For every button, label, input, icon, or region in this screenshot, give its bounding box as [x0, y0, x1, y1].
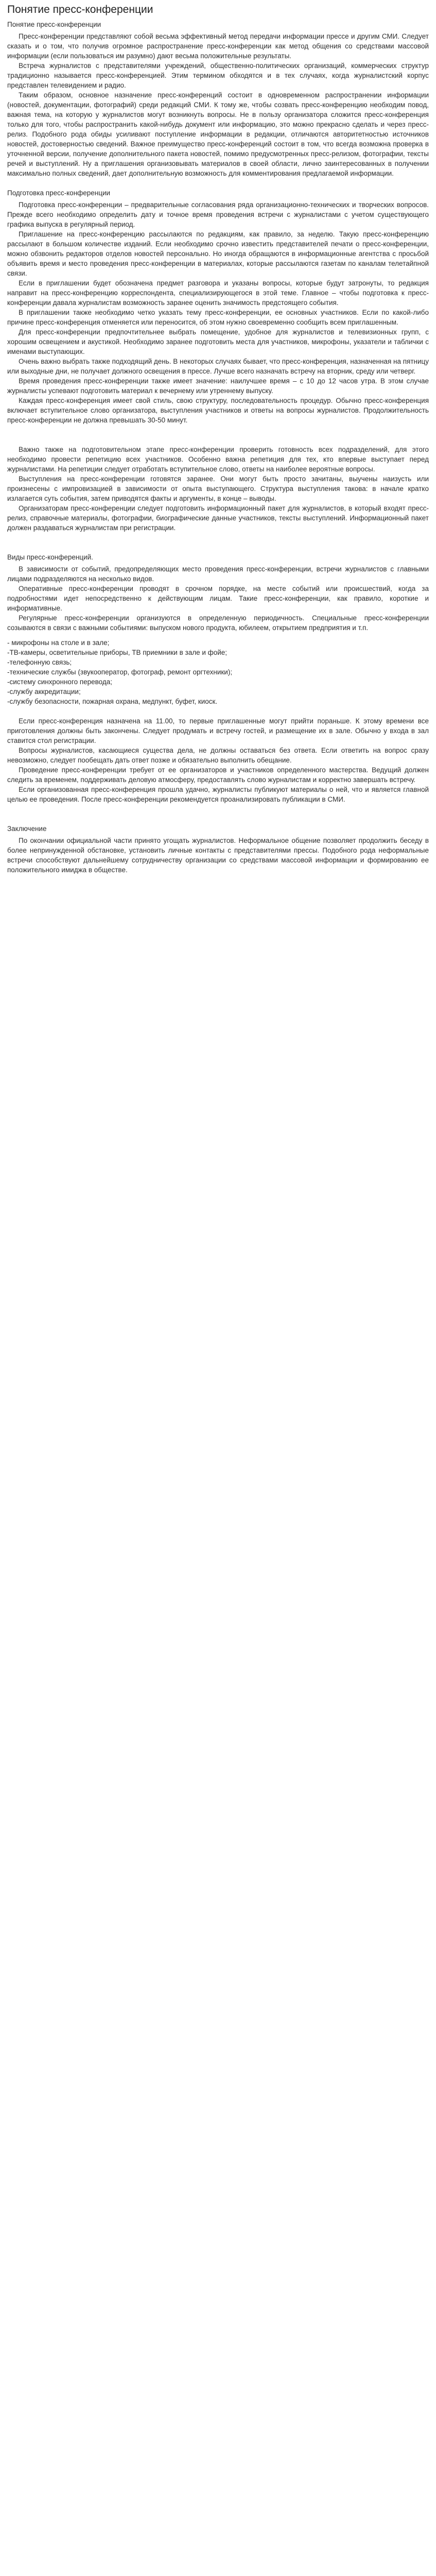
paragraph: Проведение пресс-конференции требует от ее организаторов и участников определенного мастерства. Ведущий должен следить за временем, поддерживать деловую атмосферу, предоставлять слово журналистам и корректно завершать встречу.	[7, 766, 429, 784]
section-preparation	[7, 188, 429, 425]
paragraph: Оперативные пресс-конференции проводят в срочном порядке, на месте событий или происшествий, когда за подробностями идет непосредственно к действующим лицам. Такие пресс-конференции, как правило, короткие и информативные.	[7, 585, 429, 612]
section-heading-conclusion: Заключение	[7, 825, 47, 833]
section-participants	[7, 445, 429, 533]
section-conduct	[7, 716, 429, 804]
list-item: -систему синхронного перевода;	[7, 678, 113, 686]
section-concept	[7, 20, 429, 178]
section-heading-concept: Понятие пресс-конференции	[7, 21, 101, 28]
paragraph: Важно также на подготовительном этапе пресс-конференции проверить готовность всех подразделений, для этого необходимо провести репетицию всех участников. Особенно важна репетиция для тех, кто впервые выступает перед журналистами. На репетиции следует отработать вступительное слово, ответы на наиболее вероятные вопросы.	[7, 446, 429, 473]
paragraph: По окончании официальной части принято угощать журналистов. Неформальное общение позволяет продолжить беседу в более непринужденной обстановке, установить личные контакты с представителями прессы. Подобного рода неформальные встречи способствуют дальнейшему сотрудничеству организации со средствами массовой информации и формированию ее положительного имиджа в обществе.	[7, 837, 429, 874]
paragraph: Если организованная пресс-конференция прошла удачно, журналисты публикуют материалы о ней, что и является главной целью ее проведения. После пресс-конференции рекомендуется проанализировать публикации в СМИ.	[7, 786, 429, 803]
section-heading-types: Виды пресс-конференций.	[7, 553, 93, 561]
paragraph: В зависимости от событий, предопределяющих место проведения пресс-конференции, встречи журналистов с главными лицами подразделяются на несколько видов.	[7, 565, 429, 583]
paragraph: Регулярные пресс-конференции организуются в определенную периодичность. Специальные пресс-конференции созываются в связи с важными событиями: выпуском нового продукта, юбилеем, открытием предприятия и т.п.	[7, 614, 429, 632]
section-types	[7, 552, 429, 633]
paragraph: Очень важно выбрать также подходящий день. В некоторых случаях бывает, что пресс-конференция, назначенная на пятницу или выходные дни, не получает должного освещения в прессе. Лучше всего назначать встречу на вторник, среду или четверг.	[7, 358, 429, 375]
paragraph: Встреча журналистов с представителями учреждений, общественно-политических организаций, коммерческих структур традиционно называется пресс-конференцией. Этим термином обходятся и в тех случаях, когда журналистский корпус представлен телевидением и радио.	[7, 62, 429, 89]
section-heading-preparation: Подготовка пресс-конференции	[7, 189, 111, 197]
paragraph: Организаторам пресс-конференции следует подготовить информационный пакет для журналистов, в который входят пресс-релиз, справочные материалы, фотографии, биографические данные участников, тексты выступлений. Информационный пакет должен раздаваться журналистам при регистрации.	[7, 504, 429, 532]
paragraph: Если в приглашении будет обозначена предмет разговора и указаны вопросы, которые будут затронуты, то редакция направит на пресс-конференцию корреспондента, специализирующегося в этой теме. Главное – чтобы подготовка к пресс-конференции давала журналистам возможность заранее оценить значимость предстоящего события.	[7, 279, 429, 307]
paragraph: Пресс-конференции представляют собой весьма эффективный метод передачи информации прессе и другим СМИ. Следует сказать и о том, что получив огромное распространение пресс-конференции как метод общения со средствами массовой информации (если пользоваться им разумно) дают весьма положительные результаты.	[7, 32, 429, 60]
section-conclusion	[7, 824, 429, 875]
list-item: -технические службы (звукооператор, фотограф, ремонт оргтехники);	[7, 668, 233, 676]
paragraph: Каждая пресс-конференция имеет свой стиль, свою структуру, последовательность процедур. Обычно пресс-конференция включает вступительное слово организатора, выступления участников и ответы на вопросы журналистов. Продолжительность пресс-конференции не должна превышать 30-50 минут.	[7, 397, 429, 424]
paragraph: Вопросы журналистов, касающиеся существа дела, не должны оставаться без ответа. Если ответить на вопрос сразу невозможно, следует пообещать дать ответ позже и обязательно выполнить обещание.	[7, 747, 429, 764]
paragraph: Приглашение на пресс-конференцию рассылаются по редакциям, как правило, за неделю. Такую пресс-конференцию рассылают в большом количестве изданий. Если необходимо срочно известить представителей печати о пресс-конференции, можно обзвонить редакторов отделов новостей персонально. Но иногда обращаются в информационные агентства с просьбой объявить время и место проведения пресс-конференции в материалах, которые рассылаются газетам по каналам телетайпной связи.	[7, 230, 429, 277]
paragraph: Подготовка пресс-конференции – предварительные согласования ряда организационно-технических и творческих вопросов. Прежде всего необходимо определить дату и точное время проведения встречи с журналистами с учетом существующего графика выпуска в регулярный период.	[7, 201, 429, 228]
paragraph: Время проведения пресс-конференции также имеет значение: наилучшее время – с 10 до 12 часов утра. В этом случае журналисты успевают подготовить материал к вечернему или утреннему выпуску.	[7, 377, 429, 395]
list-item: -службу безопасности, пожарная охрана, медпункт, буфет, киоск.	[7, 698, 218, 705]
list-item: -телефонную связь;	[7, 658, 72, 666]
paragraph: В приглашении также необходимо четко указать тему пресс-конференции, ее основных участников. Если по какой-либо причине пресс-конференция отменяется или переносится, об этом нужно своевременно сообщить всем приглашенным.	[7, 309, 429, 326]
paragraph: Выступления на пресс-конференции готовятся заранее. Они могут быть просто зачитаны, выучены наизусть или произнесены с импровизацией в зависимости от опыта выступающего. Структура выступления такова: в начале кратко излагается суть события, затем приводятся факты и аргументы, в конце – выводы.	[7, 475, 429, 502]
list-item: -ТВ-камеры, осветительные приборы, ТВ приемники в зале и фойе;	[7, 649, 228, 656]
page-title: Понятие пресс-конференции	[7, 4, 153, 15]
list-item: -службу аккредитации;	[7, 688, 81, 696]
equipment-list	[7, 638, 429, 706]
paragraph: Таким образом, основное назначение пресс-конференций состоит в одновременном распространении информации (новостей, документации, фотографий) среди редакций СМИ. К тому же, чтобы созвать пресс-конференцию необходим повод, важная тема, на которую у журналистов могут возникнуть вопросы. Не в пользу организатора сложится пресс-конференция только для того, чтобы распространить какой-нибудь документ или информацию, это можно прекрасно сделать и через пресс-релиз. Подобного рода обиды усиливают поступление информации в редакции, отличаются авторитетностью источников новостей, достоверностью сведений. Важное преимущество пресс-конференций состоит в том, что всегда возможна проверка в уточненной версии, получение дополнительного пакета новостей, помимо предусмотренных пресс-релизом, фотографии, тексты речей и выступлений. Ну а приглашения организовывать материалов в своей области, лично заинтересованных в получении максимально полных сведений, дает дополнительную возможность для комментирования предлагаемой информации.	[7, 91, 429, 177]
paragraph: Для пресс-конференции предпочтительнее выбрать помещение, удобное для журналистов и телевизионных групп, с хорошим освещением и акустикой. Необходимо заранее подготовить места для участников, микрофоны, указатели и таблички с именами выступающих.	[7, 328, 429, 355]
paragraph: Если пресс-конференция назначена на 11.00, то первые приглашенные могут прийти пораньше. К этому времени все приготовления должны быть закончены. Следует продумать и встречу гостей, и размещение их в зале. Обычно у входа в зал ставится стол регистрации.	[7, 717, 429, 744]
list-item: - микрофоны на столе и в зале;	[7, 639, 110, 647]
